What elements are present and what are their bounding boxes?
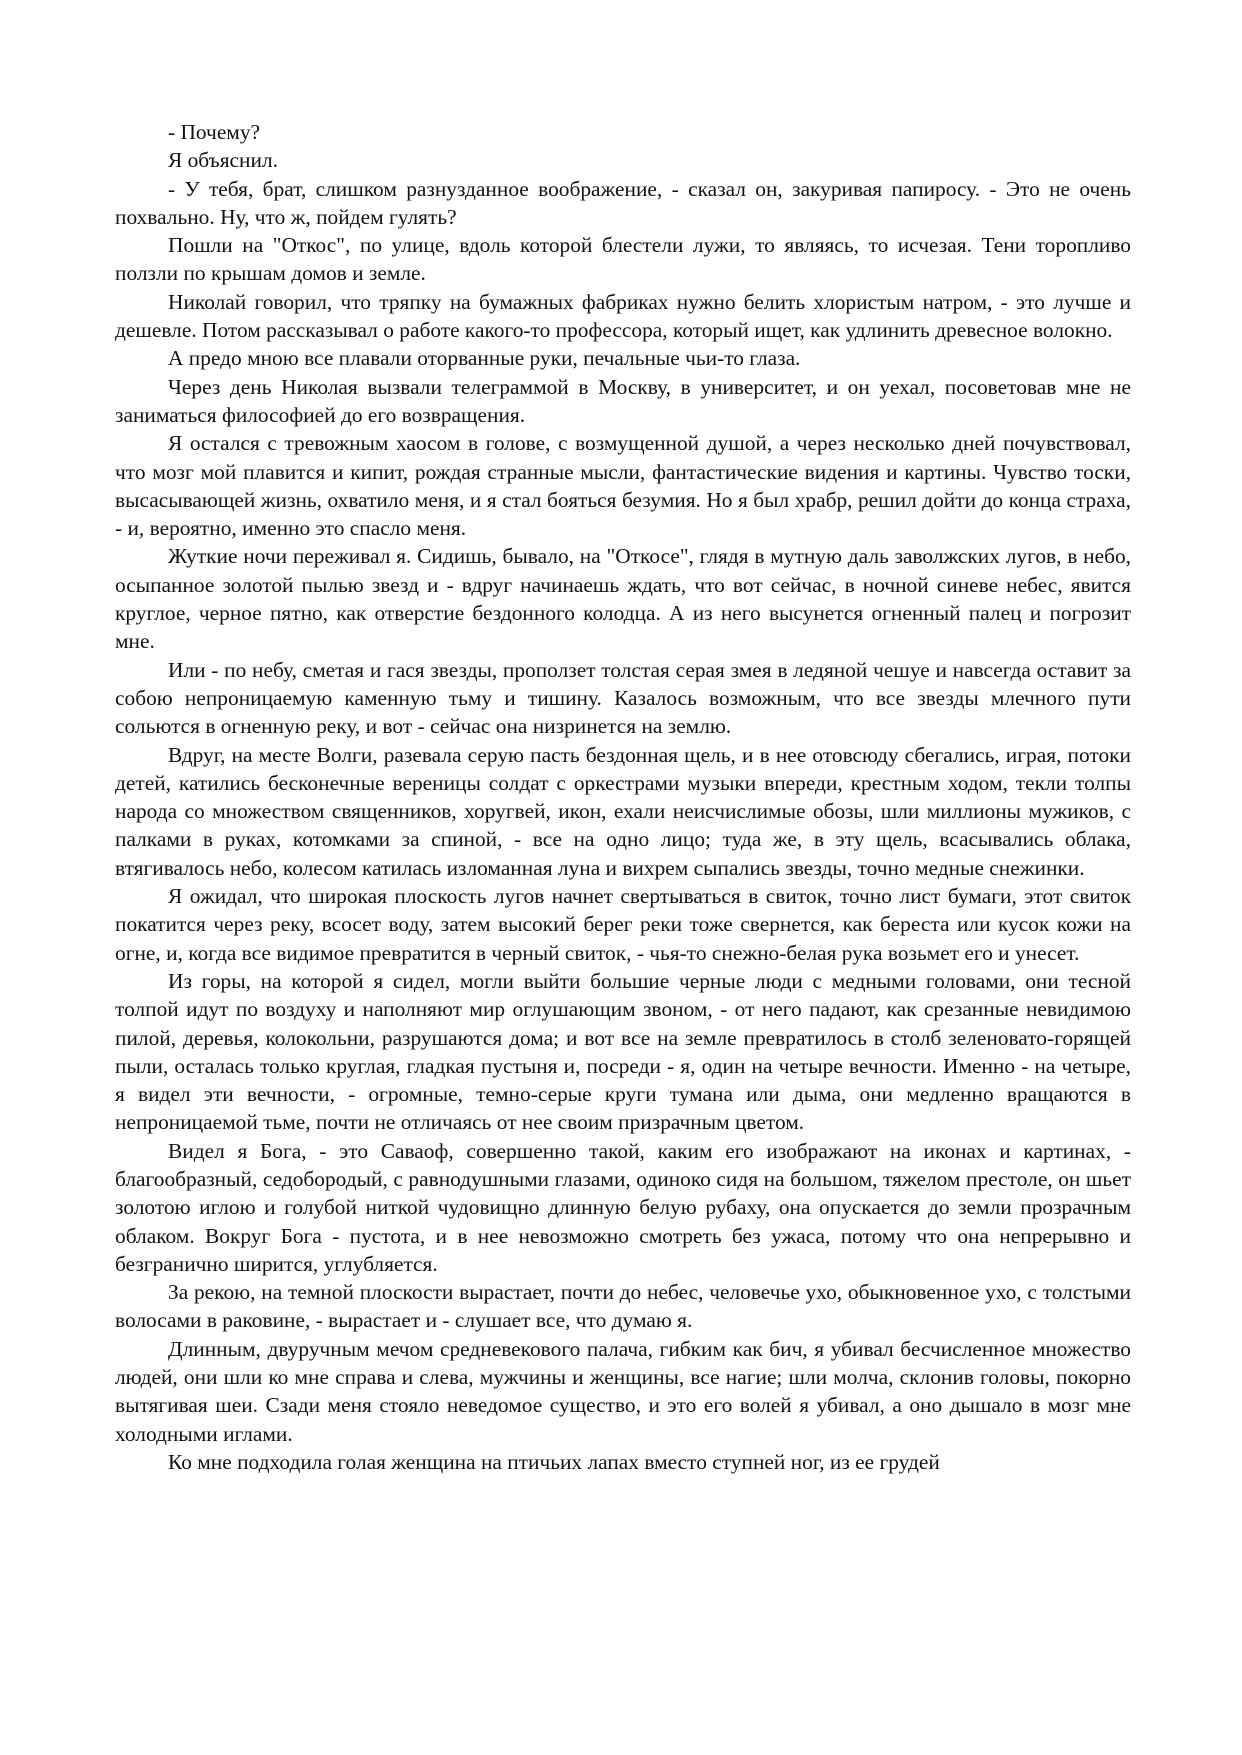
paragraph-6: А предо мною все плавали оторванные руки, печальные чьи-то глаза. <box>168 346 801 371</box>
document-page <box>115 118 1131 1476</box>
paragraph-15: За рекою, на темной плоскости вырастает, почти до небес, человечье ухо, обыкновенное ухо, с толстыми волосами в раковине, - вырастает и - слушает все, что думаю я. <box>115 1280 1131 1333</box>
paragraph-4: Пошли на "Откос", по улице, вдоль которой блестели лужи, то являясь, то исчезая. Тени торопливо ползли по крышам домов и земле. <box>115 233 1131 286</box>
paragraph-5: Николай говорил, что тряпку на бумажных фабриках нужно белить хлористым натром, - это лучше и дешевле. Потом рассказывал о работе какого-то профессора, который ищет, как удлинить древесное волокно. <box>115 289 1131 343</box>
paragraph-9: Жуткие ночи переживал я. Сидишь, бывало, на "Откосе", глядя в мутную даль заволжских лугов, в небо, осыпанное золотой пылью звезд и - вдруг начинаешь ждать, что вот сейчас, в ночной синеве небес, явится круглое, черное пятно, как отверстие бездонного колодца. А из него высунется огненный палец и погрозит мне. <box>115 544 1131 654</box>
paragraph-3: - У тебя, брат, слишком разнузданное воображение, - сказал он, закуривая папиросу. - Это не очень похвально. Ну, что ж, пойдем гулять? <box>115 176 1131 229</box>
paragraph-17: Ко мне подходила голая женщина на птичьих лапах вместо ступней ног, из ее грудей <box>168 1449 940 1474</box>
paragraph-11: Вдруг, на месте Волги, разевала серую пасть бездонная щель, и в нее отовсюду сбегались, играя, потоки детей, катились бесконечные вереницы солдат с оркестрами музыки впереди, крестным ходом, текли толпы народа со множеством священников, хоругвей, икон, ехали неисчислимые обозы, шли миллионы мужиков, с палками в руках, котомками за спиной, - все на одно лицо; туда же, в эту щель, всасывались облака, втягивалось небо, колесом катилась изломанная луна и вихрем сыпались звезды, точно медные снежинки. <box>115 742 1131 880</box>
paragraph-13: Из горы, на которой я сидел, могли выйти большие черные люди с медными головами, они тесной толпой идут по воздуху и наполняют мир оглушающим звоном, - от него падают, как срезанные невидимою пилой, деревья, колокольни, разрушаются дома; и вот все на земле превратилось в столб зеленовато-горящей пыли, осталась только круглая, гладкая пустыня и, посреди - я, один на четыре вечности. Именно - на четыре, я видел эти вечности, - огромные, темно-серые круги тумана или дыма, они медленно вращаются в непроницаемой тьме, почти не отличаясь от нее своим призрачным цветом. <box>115 968 1131 1135</box>
paragraph-1: - Почему? <box>168 120 261 144</box>
paragraph-8: Я остался с тревожным хаосом в голове, с возмущенной душой, а через несколько дней почувствовал, что мозг мой плавится и кипит, рождая странные мысли, фантастические видения и картины. Чувство тоски, высасывающей жизнь, охватило меня, и я стал бояться безумия. Но я был храбр, решил дойти до конца страха, - и, вероятно, именно это спасло меня. <box>115 431 1131 541</box>
paragraph-16: Длинным, двуручным мечом средневекового палача, гибким как бич, я убивал бесчисленное множество людей, они шли ко мне справа и слева, мужчины и женщины, все нагие; шли молча, склонив головы, покорно вытягивая шеи. Сзади меня стояло неведомое существо, и это его волей я убивал, а оно дышало в мозг мне холодными иглами. <box>115 1336 1131 1446</box>
paragraph-14: Видел я Бога, - это Саваоф, совершенно такой, каким его изображают на иконах и картинах, - благообразный, седобородый, с равнодушными глазами, одиноко сидя на большом, тяжелом престоле, он шьет золотою иглою и голубой ниткой чудовищно длинную белую рубаху, она опускается до земли прозрачным облаком. Вокруг Бога - пустота, и в нее невозможно смотреть без ужаса, потому что она непрерывно и безгранично ширится, углубляется. <box>115 1138 1131 1276</box>
paragraph-2: Я объяснил. <box>168 148 278 173</box>
paragraph-7: Через день Николая вызвали телеграммой в Москву, в университет, и он уехал, посоветовав мне не заниматься философией до его возвращения. <box>115 374 1131 427</box>
paragraph-10: Или - по небу, сметая и гася звезды, проползет толстая серая змея в ледяной чешуе и навсегда оставит за собою непроницаемую каменную тьму и тишину. Казалось возможным, что все звезды млечного пути сольются в огненную реку, и вот - сейчас она низринется на землю. <box>115 657 1131 739</box>
paragraph-12: Я ожидал, что широкая плоскость лугов начнет свертываться в свиток, точно лист бумаги, этот свиток покатится через реку, всосет воду, затем высокий берег реки тоже свернется, как береста или кусок кожи на огне, и, когда все видимое превратится в черный свиток, - чья-то снежно-белая рука возьмет его и унесет. <box>115 884 1131 965</box>
